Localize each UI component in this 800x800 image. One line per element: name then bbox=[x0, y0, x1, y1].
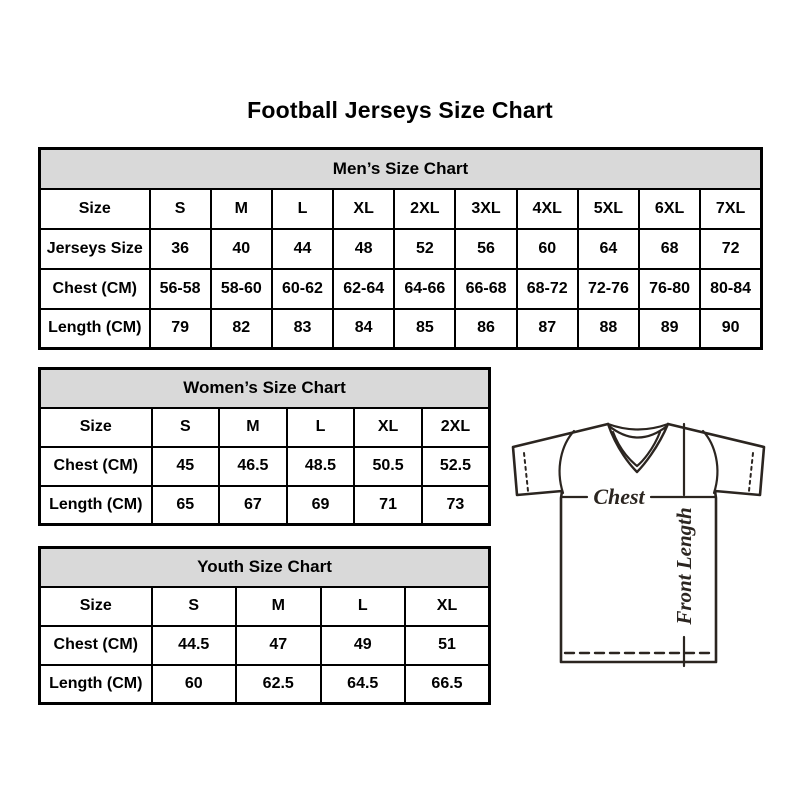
table-cell: 48.5 bbox=[287, 447, 355, 486]
table-cell: S bbox=[150, 189, 211, 229]
jersey-right-sleeve-seam bbox=[703, 431, 717, 493]
table-row bbox=[40, 189, 762, 229]
table-row bbox=[40, 309, 762, 349]
table-title: Youth Size Chart bbox=[40, 548, 490, 587]
table-cell: 84 bbox=[333, 309, 394, 349]
row-label: Size bbox=[40, 189, 150, 229]
table-cell: 51 bbox=[405, 626, 490, 665]
table-cell: 87 bbox=[517, 309, 578, 349]
table-cell: 68-72 bbox=[517, 269, 578, 309]
table-cell: L bbox=[287, 408, 355, 447]
table-cell: 64.5 bbox=[321, 665, 406, 704]
table-cell: M bbox=[211, 189, 272, 229]
table-cell: 56-58 bbox=[150, 269, 211, 309]
table-cell: 60 bbox=[152, 665, 237, 704]
row-label: Chest (CM) bbox=[40, 447, 152, 486]
table-cell: 44.5 bbox=[152, 626, 237, 665]
table-cell: 66.5 bbox=[405, 665, 490, 704]
table-cell: 69 bbox=[287, 486, 355, 525]
row-label: Chest (CM) bbox=[40, 626, 152, 665]
table-cell: 86 bbox=[455, 309, 516, 349]
table-row bbox=[40, 486, 490, 525]
table-cell: 62-64 bbox=[333, 269, 394, 309]
table-cell: 2XL bbox=[422, 408, 490, 447]
table-cell: 72-76 bbox=[578, 269, 639, 309]
table-cell: 79 bbox=[150, 309, 211, 349]
table-cell: 36 bbox=[150, 229, 211, 269]
table-row bbox=[40, 408, 490, 447]
table-cell: 60 bbox=[517, 229, 578, 269]
table-cell: 68 bbox=[639, 229, 700, 269]
table-title: Women’s Size Chart bbox=[40, 369, 490, 408]
table-cell: 6XL bbox=[639, 189, 700, 229]
table-cell: 52.5 bbox=[422, 447, 490, 486]
table-cell: 89 bbox=[639, 309, 700, 349]
table-cell: 5XL bbox=[578, 189, 639, 229]
jersey-collar-back-arc bbox=[608, 424, 668, 430]
table-cell: 56 bbox=[455, 229, 516, 269]
row-label: Length (CM) bbox=[40, 486, 152, 525]
table-cell: 58-60 bbox=[211, 269, 272, 309]
table-cell: 71 bbox=[354, 486, 422, 525]
table-title: Men’s Size Chart bbox=[40, 149, 762, 189]
chest-measure-label: Chest bbox=[593, 484, 645, 509]
table-cell: S bbox=[152, 408, 220, 447]
table-cell: 60-62 bbox=[272, 269, 333, 309]
row-label: Length (CM) bbox=[40, 309, 150, 349]
table-cell: 47 bbox=[236, 626, 321, 665]
table-cell: L bbox=[321, 587, 406, 626]
youth-size-table bbox=[38, 546, 491, 705]
table-cell: 67 bbox=[219, 486, 287, 525]
page-title: Football Jerseys Size Chart bbox=[247, 97, 553, 123]
table-cell: L bbox=[272, 189, 333, 229]
table-title-row bbox=[40, 548, 490, 587]
table-cell: 66-68 bbox=[455, 269, 516, 309]
table-cell: 7XL bbox=[700, 189, 761, 229]
table-row bbox=[40, 447, 490, 486]
table-cell: 44 bbox=[272, 229, 333, 269]
table-cell: 45 bbox=[152, 447, 220, 486]
jersey-right-cuff-stitch-dashes bbox=[749, 453, 753, 491]
table-cell: 62.5 bbox=[236, 665, 321, 704]
table-cell: XL bbox=[354, 408, 422, 447]
jersey-outline bbox=[513, 424, 764, 662]
mens-size-table bbox=[38, 147, 763, 350]
table-cell: 50.5 bbox=[354, 447, 422, 486]
row-label: Jerseys Size bbox=[40, 229, 150, 269]
table-cell: 4XL bbox=[517, 189, 578, 229]
table-row bbox=[40, 229, 762, 269]
table-title-row bbox=[40, 369, 490, 408]
front-length-measure-label: Front Length bbox=[672, 507, 696, 625]
table-cell: 76-80 bbox=[639, 269, 700, 309]
table-cell: 64 bbox=[578, 229, 639, 269]
jersey-measurement-diagram bbox=[505, 408, 795, 668]
table-cell: 73 bbox=[422, 486, 490, 525]
row-label: Length (CM) bbox=[40, 665, 152, 704]
table-cell: 82 bbox=[211, 309, 272, 349]
table-cell: S bbox=[152, 587, 237, 626]
table-cell: 52 bbox=[394, 229, 455, 269]
table-cell: 85 bbox=[394, 309, 455, 349]
table-cell: 90 bbox=[700, 309, 761, 349]
table-cell: 83 bbox=[272, 309, 333, 349]
table-row bbox=[40, 665, 490, 704]
table-cell: 3XL bbox=[455, 189, 516, 229]
row-label: Size bbox=[40, 587, 152, 626]
table-cell: 40 bbox=[211, 229, 272, 269]
table-cell: M bbox=[236, 587, 321, 626]
table-cell: M bbox=[219, 408, 287, 447]
table-cell: XL bbox=[405, 587, 490, 626]
table-cell: 80-84 bbox=[700, 269, 761, 309]
table-cell: XL bbox=[333, 189, 394, 229]
row-label: Size bbox=[40, 408, 152, 447]
jersey-left-cuff-stitch-dashes bbox=[524, 453, 528, 491]
table-cell: 49 bbox=[321, 626, 406, 665]
table-title-row bbox=[40, 149, 762, 189]
table-cell: 2XL bbox=[394, 189, 455, 229]
table-cell: 48 bbox=[333, 229, 394, 269]
table-cell: 65 bbox=[152, 486, 220, 525]
table-row bbox=[40, 269, 762, 309]
table-cell: 64-66 bbox=[394, 269, 455, 309]
row-label: Chest (CM) bbox=[40, 269, 150, 309]
table-row bbox=[40, 626, 490, 665]
jersey-left-sleeve-seam bbox=[560, 431, 574, 493]
table-cell: 46.5 bbox=[219, 447, 287, 486]
table-cell: 88 bbox=[578, 309, 639, 349]
womens-size-table bbox=[38, 367, 491, 526]
table-row bbox=[40, 587, 490, 626]
table-cell: 72 bbox=[700, 229, 761, 269]
